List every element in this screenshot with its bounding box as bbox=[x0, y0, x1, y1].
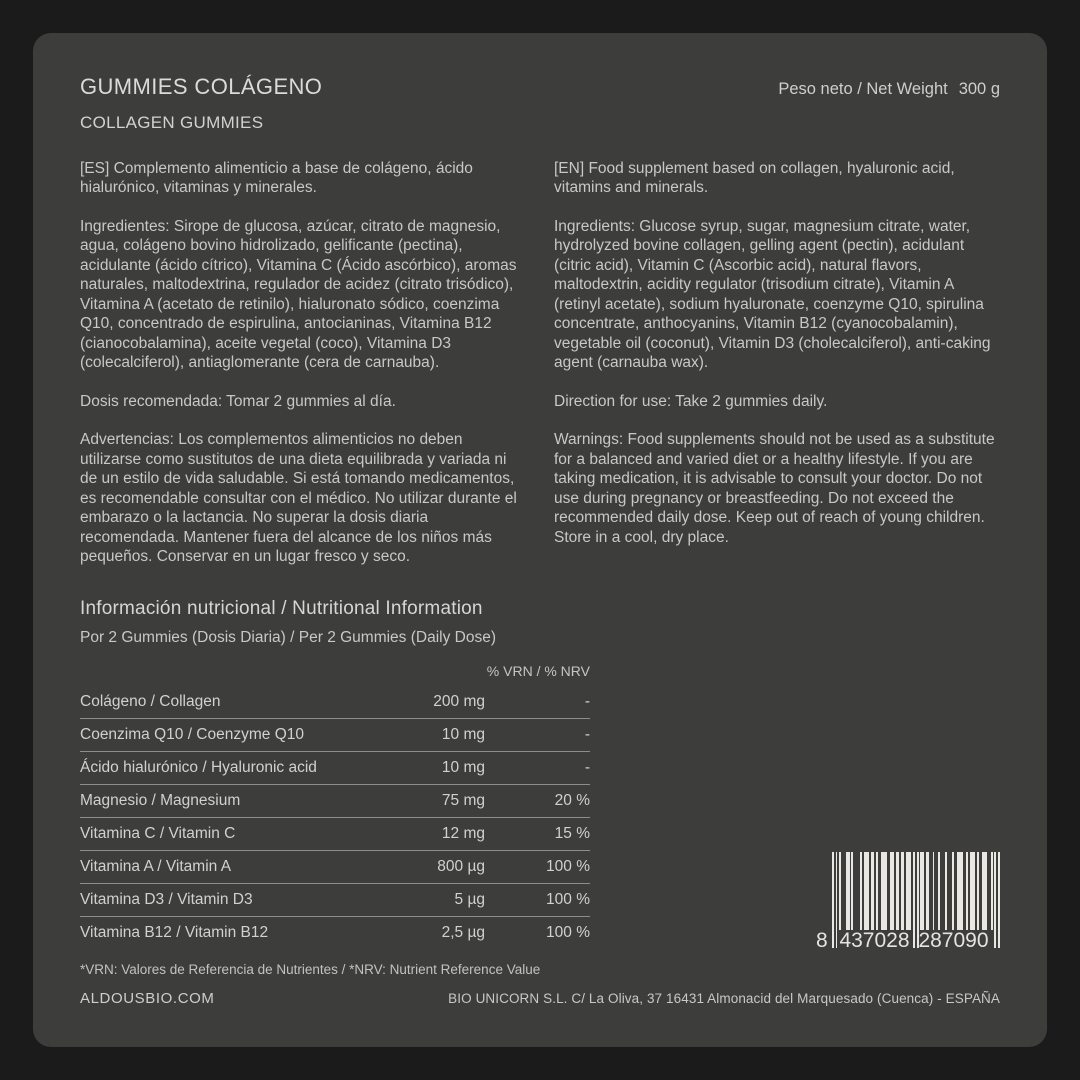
label-header bbox=[80, 75, 1000, 133]
table-row bbox=[80, 818, 590, 851]
row-name: Vitamina C / Vitamin C bbox=[80, 824, 236, 842]
row-nrv: - bbox=[584, 758, 590, 776]
row-amount: 10 mg bbox=[441, 758, 485, 776]
nutrition-table bbox=[80, 663, 590, 949]
nutrition-footnote: *VRN: Valores de Referencia de Nutrientes / *NRV: Nutrient Reference Value bbox=[80, 961, 541, 977]
row-nrv: - bbox=[584, 725, 590, 743]
es-dosage: Dosis recomendada: Tomar 2 gummies al día. bbox=[80, 392, 396, 410]
row-nrv: - bbox=[584, 692, 590, 710]
footer-website: ALDOUSBIO.COM bbox=[80, 990, 215, 1007]
en-directions: Direction for use: Take 2 gummies daily. bbox=[554, 392, 828, 410]
row-nrv: 20 % bbox=[554, 791, 590, 809]
row-amount: 2,5 µg bbox=[441, 923, 485, 941]
en-warnings: Warnings: Food supplements should not be used as a substitute for a balanced and varied diet or a healthy lifestyle. If you are taking medication, it is advisable to consult your doctor. Do not use during pregnancy or breastfeeding. Do not exceed the recommended daily dose. Keep out of reach of young children. Store in a cool, dry place. bbox=[554, 431, 995, 546]
table-row bbox=[80, 884, 590, 917]
spanish-column bbox=[80, 159, 526, 586]
row-name: Colágeno / Collagen bbox=[80, 692, 221, 710]
table-row bbox=[80, 752, 590, 785]
nutrition-title: Información nutricional / Nutritional Information bbox=[80, 597, 483, 619]
label-panel bbox=[33, 33, 1047, 1047]
table-row bbox=[80, 917, 590, 949]
english-column bbox=[554, 159, 1000, 586]
barcode-digit-group: 8 bbox=[816, 929, 828, 952]
net-weight-value: 300 g bbox=[958, 80, 1000, 98]
row-amount: 75 mg bbox=[441, 791, 485, 809]
row-name: Magnesio / Magnesium bbox=[80, 791, 241, 809]
row-nrv: 100 % bbox=[546, 923, 590, 941]
row-nrv: 100 % bbox=[546, 890, 590, 908]
footer-company: BIO UNICORN S.L. C/ La Oliva, 37 16431 Almonacid del Marquesado (Cuenca) - ESPAÑA bbox=[448, 991, 1000, 1006]
net-weight bbox=[778, 80, 1000, 99]
bilingual-columns bbox=[80, 159, 1000, 586]
row-amount: 5 µg bbox=[454, 890, 485, 908]
en-ingredients: Ingredients: Glucose syrup, sugar, magnesium citrate, water, hydrolyzed bovine collagen, gelling agent (pectin), acidulant (citric acid), Vitamin C (Ascorbic acid), natural flavors, maltodextrin, acidity regulator (trisodium citrate), Vitamin A (retinyl acetate), sodium hyaluronate, coenzyme Q10, spirulina concentrate, anthocyanins, Vitamin B12 (cyanocobalamin), vegetable oil (coconut), Vitamin D3 (cholecalciferol), anti-caking agent (carnauba wax). bbox=[554, 217, 991, 372]
row-amount: 12 mg bbox=[441, 824, 485, 842]
row-nrv: 100 % bbox=[546, 857, 590, 875]
table-row bbox=[80, 719, 590, 752]
row-nrv: 15 % bbox=[554, 824, 590, 842]
row-name: Vitamina A / Vitamin A bbox=[80, 857, 232, 875]
row-name: Ácido hialurónico / Hyaluronic acid bbox=[80, 758, 317, 776]
barcode bbox=[816, 852, 1000, 952]
nutrition-subtitle: Por 2 Gummies (Dosis Diaria) / Per 2 Gummies (Daily Dose) bbox=[80, 628, 497, 646]
row-amount: 10 mg bbox=[441, 725, 485, 743]
label-footer bbox=[80, 990, 1000, 1007]
table-row bbox=[80, 785, 590, 818]
row-amount: 200 mg bbox=[433, 692, 485, 710]
barcode-digit-group: 437028 bbox=[839, 929, 910, 952]
product-title-en: COLLAGEN GUMMIES bbox=[80, 113, 264, 133]
es-description: [ES] Complemento alimenticio a base de colágeno, ácido hialurónico, vitaminas y minerales. bbox=[80, 159, 473, 197]
row-name: Vitamina B12 / Vitamin B12 bbox=[80, 923, 269, 941]
nrv-column-header: % VRN / % NRV bbox=[486, 662, 590, 679]
table-row bbox=[80, 851, 590, 884]
es-warnings: Advertencias: Los complementos alimenticios no deben utilizarse como sustitutos de una dieta equilibrada y variada ni de un estilo de vida saludable. Si está tomando medicamentos, es recomendable consultar con el médico. No utilizar durante el embarazo o la lactancia. No superar la dosis diaria recomendada. Mantener fuera del alcance de los niños más pequeños. Conservar en un lugar fresco y seco. bbox=[80, 431, 517, 566]
barcode-digit-group: 287090 bbox=[918, 929, 989, 952]
product-title-es: GUMMIES COLÁGENO bbox=[80, 74, 323, 99]
net-weight-label: Peso neto / Net Weight bbox=[778, 80, 948, 98]
row-name: Vitamina D3 / Vitamin D3 bbox=[80, 890, 253, 908]
en-description: [EN] Food supplement based on collagen, hyaluronic acid, vitamins and minerals. bbox=[554, 159, 955, 197]
row-name: Coenzima Q10 / Coenzyme Q10 bbox=[80, 725, 304, 743]
table-row bbox=[80, 686, 590, 719]
title-block bbox=[80, 75, 322, 133]
row-amount: 800 µg bbox=[437, 857, 485, 875]
es-ingredients: Ingredientes: Sirope de glucosa, azúcar, citrato de magnesio, agua, colágeno bovino hidrolizado, gelificante (pectina), acidulante (ácido cítrico), Vitamina C (Ácido ascórbico), aromas naturales, maltodextrina, regulador de acidez (citrato trisódico), Vitamina A (acetato de retinilo), hialuronato sódico, coenzima Q10, concentrado de espirulina, antocianinas, Vitamina B12 (cianocobalamina), aceite vegetal (coco), Vitamina D3 (colecalciferol), antiaglomerante (cera de carnauba). bbox=[80, 217, 517, 372]
